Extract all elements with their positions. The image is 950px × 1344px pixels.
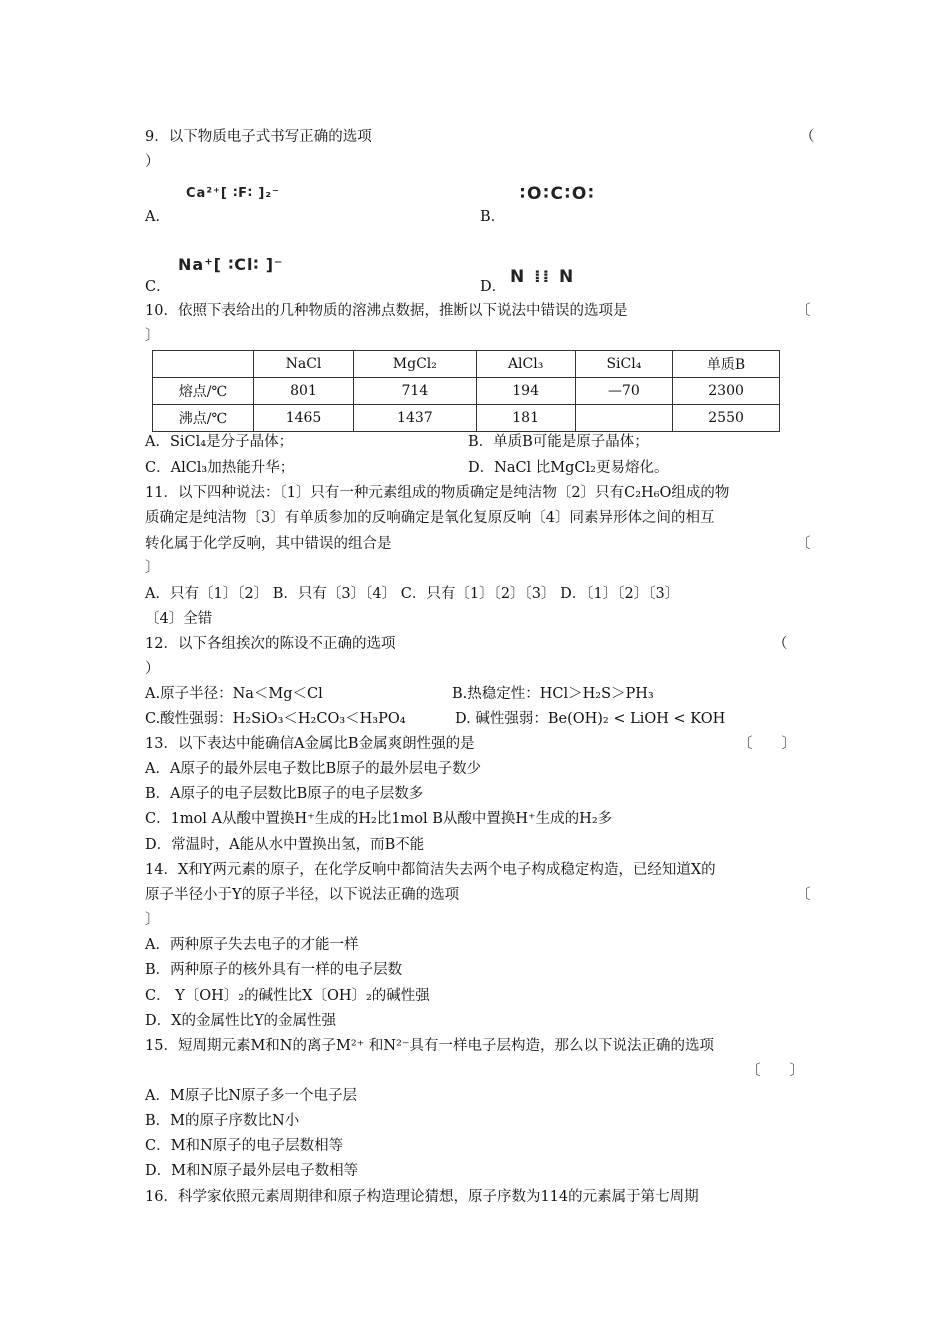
q14-option-c: C． Y〔OH〕₂的碱性比X〔OH〕₂的碱性强 bbox=[145, 988, 430, 1004]
q9-stem: 9．以下物质电子式书写正确的选项 bbox=[145, 129, 372, 145]
q14-option-a: A．两种原子失去电子的才能一样 bbox=[145, 937, 359, 953]
q11-options-line2: 〔4〕全错 bbox=[145, 611, 213, 627]
q12-option-d: D. 碱性强弱：Be(OH)₂ < LiOH < KOH bbox=[455, 711, 726, 727]
q15-option-b: B．M的原子序数比N小 bbox=[145, 1113, 300, 1129]
table-cell: 熔点/℃ bbox=[153, 378, 254, 405]
q12-option-a: A.原子半径：Na＜Mg＜Cl bbox=[145, 686, 323, 702]
q15-option-d: D．M和N原子最外层电子数相等 bbox=[145, 1163, 359, 1179]
table-cell: —70 bbox=[575, 378, 673, 405]
q10-paren-open: 〔 bbox=[796, 303, 811, 319]
table-cell: 801 bbox=[254, 378, 354, 405]
q9-paren-open: （ bbox=[800, 129, 815, 145]
q12-option-b: B.热稳定性：HCl＞H₂S＞PH₃ bbox=[452, 686, 654, 702]
q9-option-a-formula: Ca²⁺[ ∶F∶ ]₂⁻ bbox=[186, 186, 280, 201]
q9-option-c-formula: Na⁺[ ∶Cl∶ ]⁻ bbox=[178, 255, 284, 274]
q11-stem-line3: 转化属于化学反响，其中错误的组合是 bbox=[145, 536, 392, 552]
q9-option-d-label: D． bbox=[480, 279, 507, 295]
table-row bbox=[153, 378, 780, 405]
q10-stem: 10．依照下表给出的几种物质的溶沸点数据，推断以下说法中错误的选项是 bbox=[145, 303, 628, 319]
table-cell: 181 bbox=[476, 405, 575, 432]
q10-paren-close: 〕 bbox=[145, 328, 160, 344]
q11-paren-open: 〔 bbox=[796, 536, 811, 552]
q14-paren-close: 〕 bbox=[145, 912, 160, 928]
q15-option-a: A．M原子比N原子多一个电子层 bbox=[145, 1088, 358, 1104]
q13-option-b: B．A原子的电子层数比B原子的电子层数多 bbox=[145, 786, 424, 802]
table-cell: 1465 bbox=[254, 405, 354, 432]
q15-paren: 〔 〕 bbox=[746, 1063, 804, 1079]
q10-option-c: C．AlCl₃加热能升华； bbox=[145, 460, 295, 476]
q13-option-a: A．A原子的最外层电子数比B原子的最外层电子数少 bbox=[145, 761, 482, 777]
q14-stem-line2: 原子半径小于Y的原子半径，以下说法正确的选项 bbox=[145, 887, 460, 903]
q14-option-d: D．X的金属性比Y的金属性强 bbox=[145, 1013, 337, 1029]
table-cell: 2300 bbox=[673, 378, 780, 405]
table-cell: 714 bbox=[354, 378, 477, 405]
table-cell: AlCl₃ bbox=[476, 351, 575, 378]
q12-paren-close: ） bbox=[145, 661, 160, 677]
q9-option-b-formula: ∶O∶C∶O∶ bbox=[520, 184, 596, 204]
table-row bbox=[153, 405, 780, 432]
q9-option-b-label: B． bbox=[480, 209, 506, 225]
q9-paren-close: ） bbox=[145, 154, 160, 170]
table-cell: 单质B bbox=[673, 351, 780, 378]
q10-option-b: B．单质B可能是原子晶体； bbox=[468, 434, 649, 450]
table-cell: 2550 bbox=[673, 405, 780, 432]
table-cell: 沸点/℃ bbox=[153, 405, 254, 432]
q13-option-c: C．1mol A从酸中置换H⁺生成的H₂比1mol B从酸中置换H⁺生成的H₂多 bbox=[145, 811, 613, 827]
q13-option-d: D．常温时，A能从水中置换出氢，而B不能 bbox=[145, 837, 425, 853]
q11-options-line1: A．只有〔1〕〔2〕 B．只有〔3〕〔4〕 C．只有〔1〕〔2〕〔3〕 D．〔1〕〔2〕〔3〕 bbox=[145, 586, 680, 602]
q9-option-a-label: A． bbox=[145, 209, 170, 225]
table-cell: SiCl₄ bbox=[575, 351, 673, 378]
table-cell: NaCl bbox=[254, 351, 354, 378]
table-cell: 1437 bbox=[354, 405, 477, 432]
melting-boiling-table bbox=[152, 350, 780, 432]
table-cell: MgCl₂ bbox=[354, 351, 477, 378]
q11-stem-line2: 质确定是纯洁物〔3〕有单质参加的反响确定是氧化复原反响〔4〕同素异形体之间的相互 bbox=[145, 510, 715, 526]
q9-option-d-formula: N ⁞⁞ N bbox=[510, 267, 576, 287]
q11-stem-line1: 11．以下四种说法：〔1〕只有一种元素组成的物质确定是纯洁物〔2〕只有C₂H₆O组成的物 bbox=[145, 485, 730, 501]
q14-stem-line1: 14．X和Y两元素的原子，在化学反响中都简洁失去两个电子构成稳定构造，已经知道X的 bbox=[145, 862, 716, 878]
q11-paren-close: 〕 bbox=[145, 560, 160, 576]
q13-paren: 〔 〕 bbox=[738, 736, 796, 752]
table-header-row bbox=[153, 351, 780, 378]
q13-stem: 13．以下表达中能确信A金属比B金属爽朗性强的是 bbox=[145, 736, 475, 752]
table-cell: 194 bbox=[476, 378, 575, 405]
q15-stem: 15．短周期元素M和N的离子M²⁺ 和N²⁻具有一样电子层构造，那么以下说法正确的选项 bbox=[145, 1038, 715, 1054]
q14-option-b: B．两种原子的核外具有一样的电子层数 bbox=[145, 962, 403, 978]
q12-option-c: C.酸性强弱：H₂SiO₃＜H₂CO₃＜H₃PO₄ bbox=[145, 711, 406, 727]
q14-paren-open: 〔 bbox=[796, 887, 811, 903]
q9-option-c-label: C． bbox=[145, 279, 171, 295]
q16-stem: 16．科学家依照元素周期律和原子构造理论猜想，原子序数为114的元素属于第七周期 bbox=[145, 1189, 699, 1205]
q10-option-a: A．SiCl₄是分子晶体； bbox=[145, 434, 294, 450]
q12-paren-open: （ bbox=[773, 636, 788, 652]
table-cell bbox=[153, 351, 254, 378]
q12-stem: 12．以下各组挨次的陈设不正确的选项 bbox=[145, 636, 396, 652]
q10-option-d: D．NaCl 比MgCl₂更易熔化。 bbox=[468, 460, 669, 476]
table-cell bbox=[575, 405, 673, 432]
q15-option-c: C．M和N原子的电子层数相等 bbox=[145, 1138, 344, 1154]
